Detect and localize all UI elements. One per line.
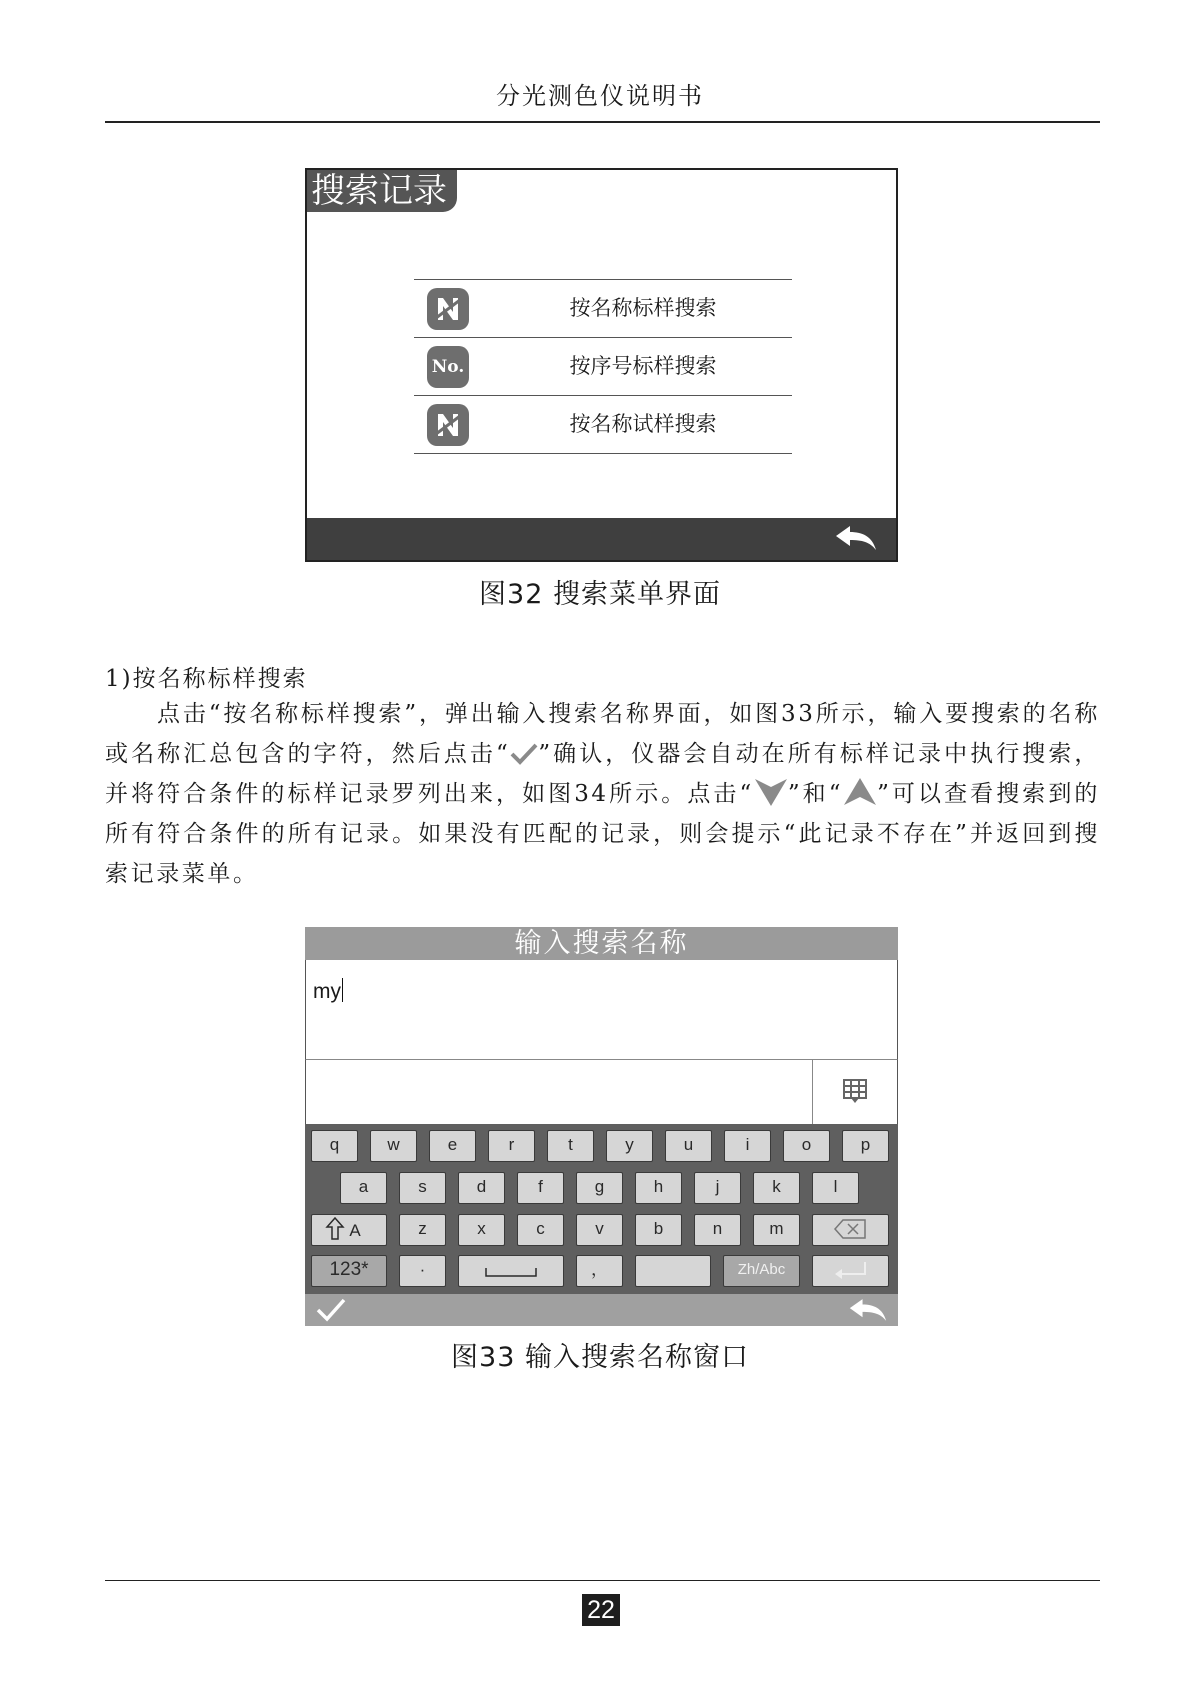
blank-key[interactable] [635, 1255, 711, 1287]
shift-key-label: A [349, 1221, 361, 1240]
check-icon [510, 741, 538, 767]
key-e[interactable]: e [429, 1130, 476, 1162]
input-value: my [313, 980, 341, 1003]
key-f[interactable]: f [517, 1172, 564, 1204]
numeric-key[interactable]: 123* [311, 1255, 387, 1287]
bottom-bar [307, 518, 896, 560]
menu-item-label: 按名称标样搜索 [569, 296, 717, 320]
key-j[interactable]: j [694, 1172, 741, 1204]
key-p[interactable]: p [842, 1130, 889, 1162]
key-u[interactable]: u [665, 1130, 712, 1162]
menu-item-search-standard-by-name[interactable] [414, 280, 792, 338]
screen-title: 输入搜索名称 [305, 927, 898, 960]
key-b[interactable]: b [635, 1214, 682, 1246]
name-n-icon [427, 288, 469, 330]
key-n[interactable]: n [694, 1214, 741, 1246]
section-paragraph [105, 694, 1100, 894]
screen-title: 搜索记录 [307, 170, 457, 212]
number-no-icon [427, 346, 469, 388]
key-v[interactable]: v [576, 1214, 623, 1246]
paragraph-text: 点击“按名称标样搜索”，弹出输入搜索名称界面，如图33所示，输入要搜索的名称或名称汇总包含的字符，然后点击“ [105, 701, 1100, 767]
search-menu [414, 279, 792, 454]
number-icon-text: No. [431, 357, 465, 377]
enter-key[interactable] [812, 1255, 889, 1287]
text-cursor [342, 978, 343, 1002]
key-o[interactable]: o [783, 1130, 830, 1162]
page-number: 22 [582, 1594, 620, 1626]
candidate-row [305, 1059, 898, 1125]
back-arrow-icon[interactable] [834, 524, 878, 552]
key-h[interactable]: h [635, 1172, 682, 1204]
key-k[interactable]: k [753, 1172, 800, 1204]
on-screen-keyboard [305, 1124, 898, 1294]
menu-item-label: 按序号标样搜索 [569, 354, 717, 378]
search-name-input[interactable] [305, 960, 898, 1060]
comma-key[interactable]: ， [576, 1255, 623, 1287]
figure-33-caption: 图33 输入搜索名称窗口 [451, 1342, 749, 1373]
key-y[interactable]: y [606, 1130, 653, 1162]
menu-item-search-standard-by-number[interactable] [414, 338, 792, 396]
bottom-bar [305, 1294, 898, 1326]
menu-item-search-sample-by-name[interactable] [414, 396, 792, 454]
key-l[interactable]: l [812, 1172, 859, 1204]
shift-key[interactable] [311, 1214, 387, 1246]
section-title: 1)按名称标样搜索 [105, 666, 308, 692]
up-triangle-icon [843, 777, 877, 807]
document-header-title: 分光测色仪说明书 [496, 82, 704, 110]
menu-item-label: 按名称试样搜索 [569, 412, 717, 436]
down-triangle-icon [754, 777, 788, 807]
keyboard-toggle-button[interactable] [812, 1060, 897, 1124]
backspace-icon [831, 1215, 871, 1243]
enter-icon [829, 1256, 873, 1284]
key-s[interactable]: s [399, 1172, 446, 1204]
figure-32-caption: 图32 搜索菜单界面 [479, 579, 721, 610]
back-arrow-icon[interactable] [848, 1297, 888, 1323]
paragraph-text: ”确认，仪器会自动在所有标样记录中执行搜索，并将符合条件的标样记录罗列出来，如图34所示。点击“ [105, 741, 1100, 807]
figure-33-screen [305, 927, 898, 1326]
figure-32-screen [305, 168, 898, 562]
footer-rule [105, 1580, 1100, 1581]
header-rule [105, 121, 1100, 123]
check-icon[interactable] [315, 1297, 347, 1323]
space-key[interactable] [458, 1255, 564, 1287]
space-bar-icon [481, 1256, 541, 1284]
key-i[interactable]: i [724, 1130, 771, 1162]
language-switch-key[interactable]: Zh/Abc [723, 1255, 800, 1287]
key-m[interactable]: m [753, 1214, 800, 1246]
key-d[interactable]: d [458, 1172, 505, 1204]
backspace-key[interactable] [812, 1214, 889, 1246]
dot-key[interactable]: · [399, 1255, 446, 1287]
name-n-icon [427, 404, 469, 446]
key-t[interactable]: t [547, 1130, 594, 1162]
input-text [313, 978, 343, 1004]
key-r[interactable]: r [488, 1130, 535, 1162]
grid-keyboard-icon [813, 1060, 897, 1124]
key-w[interactable]: w [370, 1130, 417, 1162]
key-c[interactable]: c [517, 1214, 564, 1246]
key-g[interactable]: g [576, 1172, 623, 1204]
paragraph-text: ”可以查看搜索到的所有符合条件的所有记录。如果没有匹配的记录，则会提示“此记录不存在”并返回到搜索记录菜单。 [105, 781, 1101, 887]
key-q[interactable]: q [311, 1130, 358, 1162]
key-x[interactable]: x [458, 1214, 505, 1246]
paragraph-text: ”和“ [787, 781, 844, 807]
key-a[interactable]: a [340, 1172, 387, 1204]
key-z[interactable]: z [399, 1214, 446, 1246]
